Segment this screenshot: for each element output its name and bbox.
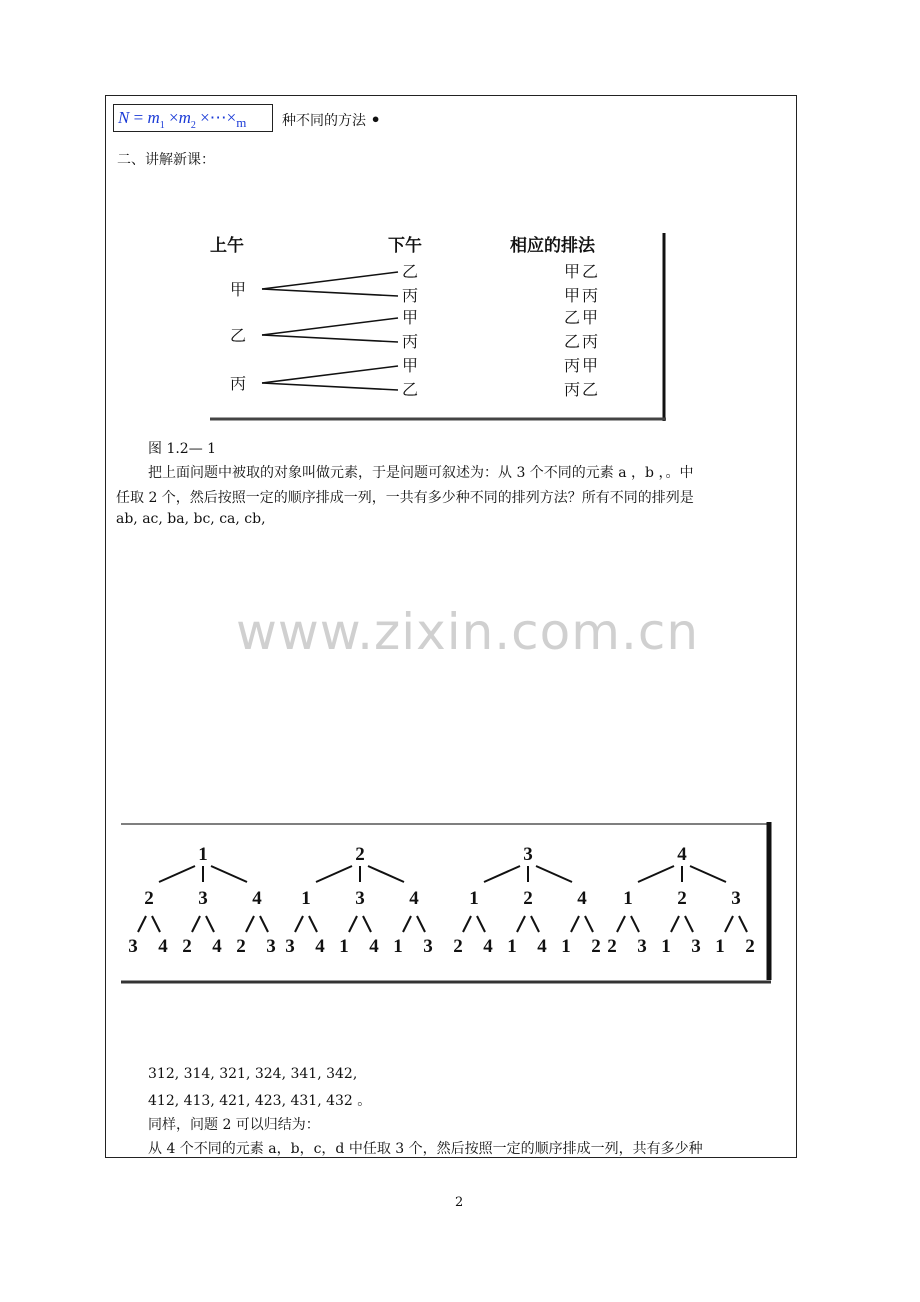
tree-leaf: 1 [561,936,571,957]
diagram-header: 下午 [388,236,422,256]
tree-node: 3 [355,888,365,909]
tree-edge [295,916,303,932]
arrangement-label: 乙甲 [564,308,601,327]
tree-leaf: 1 [661,936,671,957]
paragraph-line-3: ab, ac, ba, bc, ca, cb, [116,511,266,527]
afternoon-label: 甲 [402,308,419,327]
arrangement-label: 甲丙 [564,286,601,305]
tree-edge [617,916,625,932]
tree-edge [690,866,726,882]
branch-line [262,335,398,342]
diagram-header: 相应的排法 [510,236,595,256]
tree-root: 4 [677,844,687,865]
tree-node: 3 [198,888,208,909]
arrangement-label: 甲乙 [564,262,601,281]
morning-label: 甲 [230,280,247,299]
page-number: 2 [455,1195,464,1210]
arrangement-label: 乙丙 [564,332,601,351]
tree-leaf: 2 [607,936,617,957]
tree-edge [159,866,195,882]
last-line: 从 4 个不同的元素 a，b，c，d 中任取 3 个，然后按照一定的顺序排成一列，共有多少种 [148,1141,703,1157]
tree-root: 3 [523,844,533,865]
permutation-tree-diagram [115,820,775,988]
tree-root: 1 [198,844,208,865]
figure-caption: 图 1.2— 1 [148,441,217,457]
tree-edge [517,916,525,932]
tree-edge [206,916,214,932]
tree-node: 2 [523,888,533,909]
tree-edge [138,916,146,932]
tree-node: 4 [577,888,587,909]
tree-node: 2 [144,888,154,909]
tree-leaf: 2 [453,936,463,957]
tree-edge [417,916,425,932]
tree-leaf: 2 [745,936,755,957]
arrangement-label: 丙乙 [564,380,601,399]
branch-line [262,318,398,335]
list-line-1: 312, 314, 321, 324, 341, 342, [148,1066,358,1082]
branch-line [262,289,398,296]
tree-edge [260,916,268,932]
branch-line [262,366,398,383]
tree-node: 1 [469,888,479,909]
tree-leaf: 4 [158,936,168,957]
tree-node: 3 [731,888,741,909]
tree-edge [638,866,674,882]
list-line-2: 412, 413, 421, 423, 431, 432 。 [148,1093,372,1109]
tree-leaf: 3 [266,936,276,957]
tree-leaf: 2 [236,936,246,957]
tree-leaf: 1 [393,936,403,957]
afternoon-label: 丙 [402,286,419,305]
diagram-header: 上午 [210,236,244,256]
afternoon-label: 丙 [402,332,419,351]
morning-label: 乙 [230,326,247,345]
tree-edge [211,866,247,882]
paragraph-line-1: 把上面问题中被取的对象叫做元素，于是问题可叙述为：从 3 个不同的元素 a ，b ，。中 [148,465,694,481]
arrangement-label: 丙甲 [564,356,601,375]
tree-edge [192,916,200,932]
morning-label: 丙 [230,374,247,393]
afternoon-label: 甲 [402,356,419,375]
tree-leaf: 3 [128,936,138,957]
tree-edge [363,916,371,932]
paragraph-line-2: 任取 2 个，然后按照一定的顺序排成一列，一共有多少种不同的排列方法？所有不同的排列是 [116,490,694,506]
tree-edge [725,916,733,932]
same-line: 同样，问题 2 可以归结为： [148,1117,320,1133]
tree-edge [152,916,160,932]
formula: $N = m_1 \times m_2$ $\times\cdots\times_m$ [118,108,247,131]
tree-edge [739,916,747,932]
tree-edge [585,916,593,932]
tree-leaf: 4 [212,936,222,957]
tree-leaf: 3 [637,936,647,957]
tree-edge [477,916,485,932]
branch-line [262,272,398,289]
tree-edge [631,916,639,932]
watermark: www.zixin.com.cn [236,603,700,661]
tree-node: 1 [623,888,633,909]
tree-edge [531,916,539,932]
afternoon-label: 乙 [402,380,419,399]
tree-edge [316,866,352,882]
tree-leaf: 4 [369,936,379,957]
schedule-diagram [200,225,672,425]
tree-leaf: 3 [285,936,295,957]
tree-leaf: 3 [423,936,433,957]
formula-suffix: 种不同的方法 • [282,110,381,129]
tree-leaf: 2 [591,936,601,957]
tree-edge [671,916,679,932]
tree-edge [309,916,317,932]
tree-root: 2 [355,844,365,865]
tree-edge [246,916,254,932]
tree-leaf: 2 [182,936,192,957]
tree-edge [463,916,471,932]
tree-node: 4 [409,888,419,909]
tree-leaf: 1 [715,936,725,957]
afternoon-label: 乙 [402,262,419,281]
tree-edge [685,916,693,932]
tree-leaf: 3 [691,936,701,957]
tree-node: 4 [252,888,262,909]
tree-leaf: 1 [339,936,349,957]
tree-edge [403,916,411,932]
tree-edge [536,866,572,882]
tree-edge [571,916,579,932]
tree-edge [349,916,357,932]
tree-node: 2 [677,888,687,909]
tree-leaf: 4 [537,936,547,957]
tree-leaf: 4 [483,936,493,957]
tree-edge [368,866,404,882]
tree-node: 1 [301,888,311,909]
tree-leaf: 4 [315,936,325,957]
tree-leaf: 1 [507,936,517,957]
section-heading: 二、讲解新课： [117,152,215,168]
branch-line [262,383,398,390]
tree-edge [484,866,520,882]
